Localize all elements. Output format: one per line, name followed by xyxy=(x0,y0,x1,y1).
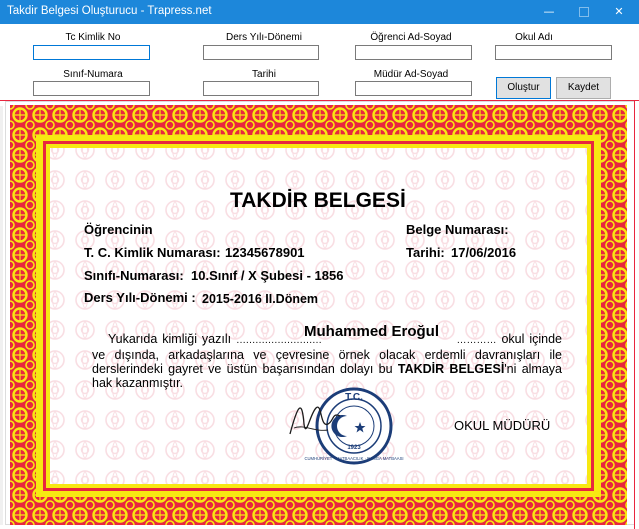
ders-yili-cert-label: Ders Yılı-Dönemi : xyxy=(84,290,196,305)
maximize-icon[interactable] xyxy=(567,0,601,24)
okul-adi-input[interactable] xyxy=(495,45,612,60)
okul-muduru-label: OKUL MÜDÜRÜ xyxy=(454,418,551,433)
sinif-cert-value: 10.Sınıf / X Şubesi - 1856 xyxy=(191,268,344,283)
tarih-label: Tarihi xyxy=(252,69,276,80)
ders-yili-cert-value: 2015-2016 II.Dönem xyxy=(202,292,319,306)
mudur-ad-soyad-label: Müdür Ad-Soyad xyxy=(373,69,449,80)
tarih-input[interactable] xyxy=(203,81,319,96)
tc-kimlik-cert-value: 12345678901 xyxy=(225,245,305,260)
ders-yili-input[interactable] xyxy=(203,45,319,60)
seal-year-text: 1923 xyxy=(347,445,361,451)
tarih-cert-label: Tarihi: xyxy=(406,245,445,260)
certificate-paragraph xyxy=(92,332,562,390)
certificate-title: TAKDİR BELGESİ xyxy=(230,189,406,212)
seal-tc-text: T.C. xyxy=(345,392,363,403)
para-dots-right: ………… xyxy=(456,335,497,346)
window-title: Takdir Belgesi Oluşturucu - Trapress.net xyxy=(7,5,212,17)
tc-kimlik-cert-label: T. C. Kimlik Numarası: xyxy=(84,245,221,260)
ogrencinin-label: Öğrencinin xyxy=(84,222,153,237)
tc-kimlik-label: Tc Kimlik No xyxy=(65,32,121,43)
sinif-numara-input[interactable] xyxy=(33,81,150,96)
tc-kimlik-input[interactable] xyxy=(33,45,150,60)
okul-adi-label: Okul Adı xyxy=(515,32,553,43)
input-form xyxy=(0,24,639,106)
mudur-ad-soyad-input[interactable] xyxy=(355,81,472,96)
minimize-icon[interactable]: — xyxy=(543,5,555,18)
belge-numarasi-label: Belge Numarası: xyxy=(406,222,509,237)
para-end: 'ni almaya hak kazanmıştır. xyxy=(92,362,562,390)
kaydet-button[interactable]: Kaydet xyxy=(556,77,611,99)
title-bar xyxy=(0,0,639,24)
sinif-numara-label: Sınıf-Numara xyxy=(63,69,123,80)
ogrenci-ad-soyad-label: Öğrenci Ad-Soyad xyxy=(370,32,452,43)
tarih-cert-value: 17/06/2016 xyxy=(451,245,517,260)
left-edge xyxy=(0,106,3,525)
para-bold: TAKDİR BELGESİ xyxy=(397,362,505,376)
signature-scribble xyxy=(284,394,344,444)
certificate xyxy=(10,105,627,525)
student-name: Muhammed Eroğul xyxy=(304,323,440,340)
sinif-cert-label: Sınıfı-Numarası: xyxy=(84,268,184,283)
para-dots-left: ……………………… xyxy=(236,335,322,346)
panel-right-divider xyxy=(634,100,635,529)
close-icon[interactable]: ✕ xyxy=(614,5,624,18)
ders-yili-label: Ders Yılı-Dönemi xyxy=(226,32,302,43)
para-start: Yukarıda kimliği yazılı xyxy=(108,332,237,346)
ogrenci-ad-soyad-input[interactable] xyxy=(355,45,472,60)
olustur-button[interactable]: Oluştur xyxy=(496,77,551,99)
para-mid: okul içinde ve dışında, arkadaşlarına ve çevresine örnek olacak erdemli davranışları ile derslerindeki gayret ve üstün başarısından dolayı bu xyxy=(92,332,562,376)
seal-ring-text: CUMHURİYET · MATBAACILIK · BANGA MATBAASI xyxy=(304,456,404,461)
